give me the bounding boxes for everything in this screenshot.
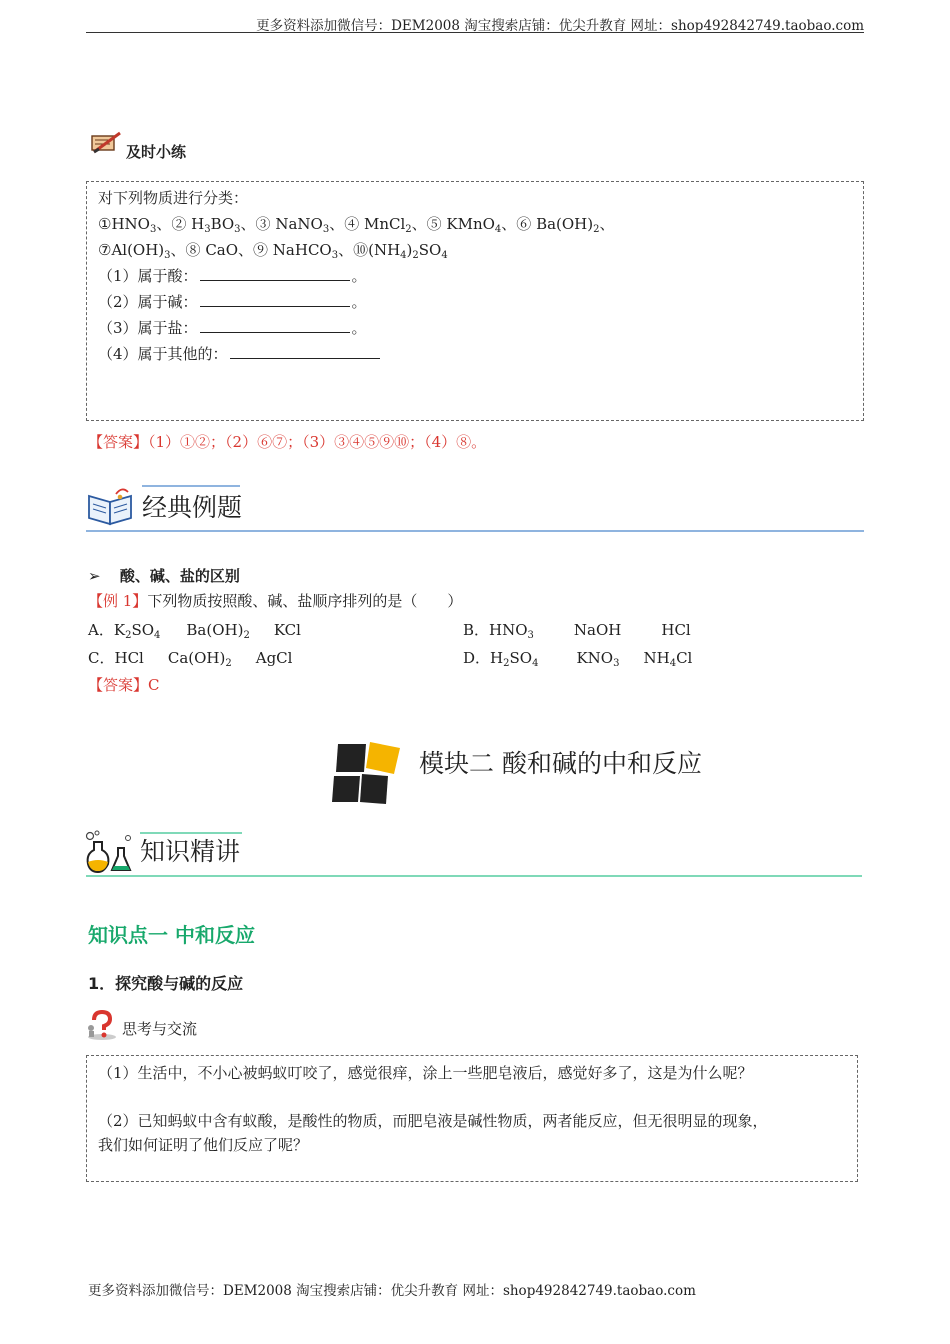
discussion-q2-line2: 我们如何证明了他们反应了呢？ <box>98 1136 309 1154</box>
substance-list-line-2: $⑦Al(OH)_3$、⑧ CaO、⑨ NaHCO$_3$、$⑩(NH_4)_2SO_4$ <box>98 241 448 261</box>
practice-box <box>86 181 864 421</box>
sub-title: 1．探究酸与碱的反应 <box>88 974 244 993</box>
option-b: B．$HNO_3$ NaOH HCl <box>463 621 691 641</box>
option-c: C．HCl $Ca(OH)_2$ AgCl <box>88 649 293 669</box>
discussion-box <box>86 1055 858 1182</box>
practice-intro: 对下列物质进行分类： <box>98 189 249 207</box>
section-divider <box>86 875 862 877</box>
practice-title: 及时小练 <box>126 143 187 161</box>
practice-answer: 【答案】（1）①②；（2）⑥⑦；（3）③④⑤⑨⑩；（4）⑧。 <box>88 433 487 451</box>
classic-title: 经典例题 <box>142 493 243 522</box>
question-base: （2）属于碱： 。 <box>98 293 367 311</box>
substance-list-line-1: $①HNO_3$、② $H_3BO_3$、③ NaNO$_3$、④ MnCl$_2$、⑤ KMnO$_4$、⑥ $Ba(OH)_2$、 <box>98 215 615 235</box>
module-blocks-icon <box>330 740 404 806</box>
pencil-book-icon <box>90 130 122 156</box>
example-answer: 【答案】C <box>88 676 160 694</box>
discussion-q2-line1: （2）已知蚂蚁中含有蚁酸，是酸性的物质，而肥皂液是碱性物质，两者能反应，但无很明显的现象， <box>98 1112 768 1130</box>
option-a: A．$K_2SO_4$ $Ba(OH)_2$ KCl <box>88 621 301 641</box>
question-figure-icon <box>86 1010 120 1040</box>
knowledge-point-title: 知识点一 中和反应 <box>88 923 255 947</box>
question-salt: （3）属于盐： 。 <box>98 319 367 337</box>
title-accent <box>142 485 240 487</box>
page-header: 更多资料添加微信号：DEM2008 淘宝搜索店铺：优尖升教育 网址：shop492842749.taobao.com <box>256 18 864 34</box>
bullet-heading: ➢ 酸、碱、盐的区别 <box>88 567 240 585</box>
example-1-question: 【例 1】下列物质按照酸、碱、盐顺序排列的是（ ） <box>88 592 463 610</box>
section-divider <box>86 530 864 532</box>
question-acid: （1）属于酸： 。 <box>98 267 367 285</box>
arrow-bullet-icon: ➢ <box>88 567 101 585</box>
answer-blank[interactable] <box>200 266 350 281</box>
option-d: D．$H_2SO_4$ $KNO_3$ $NH_4Cl$ <box>463 649 693 669</box>
header-divider <box>86 32 864 33</box>
discussion-q1: （1）生活中，不小心被蚂蚁叮咬了，感觉很痒，涂上一些肥皂液后，感觉好多了，这是为什么呢？ <box>98 1064 753 1082</box>
knowledge-title: 知识精讲 <box>140 837 241 866</box>
page-footer: 更多资料添加微信号：DEM2008 淘宝搜索店铺：优尖升教育 网址：shop492842749.taobao.com <box>88 1283 696 1299</box>
think-label: 思考与交流 <box>122 1020 198 1038</box>
question-other: （4）属于其他的： <box>98 341 615 367</box>
open-book-icon <box>86 484 136 526</box>
answer-blank[interactable] <box>230 344 380 359</box>
lab-flask-icon <box>84 830 136 876</box>
answer-blank[interactable] <box>200 318 350 333</box>
answer-blank[interactable] <box>200 292 350 307</box>
module-title: 模块二 酸和碱的中和反应 <box>419 749 702 778</box>
